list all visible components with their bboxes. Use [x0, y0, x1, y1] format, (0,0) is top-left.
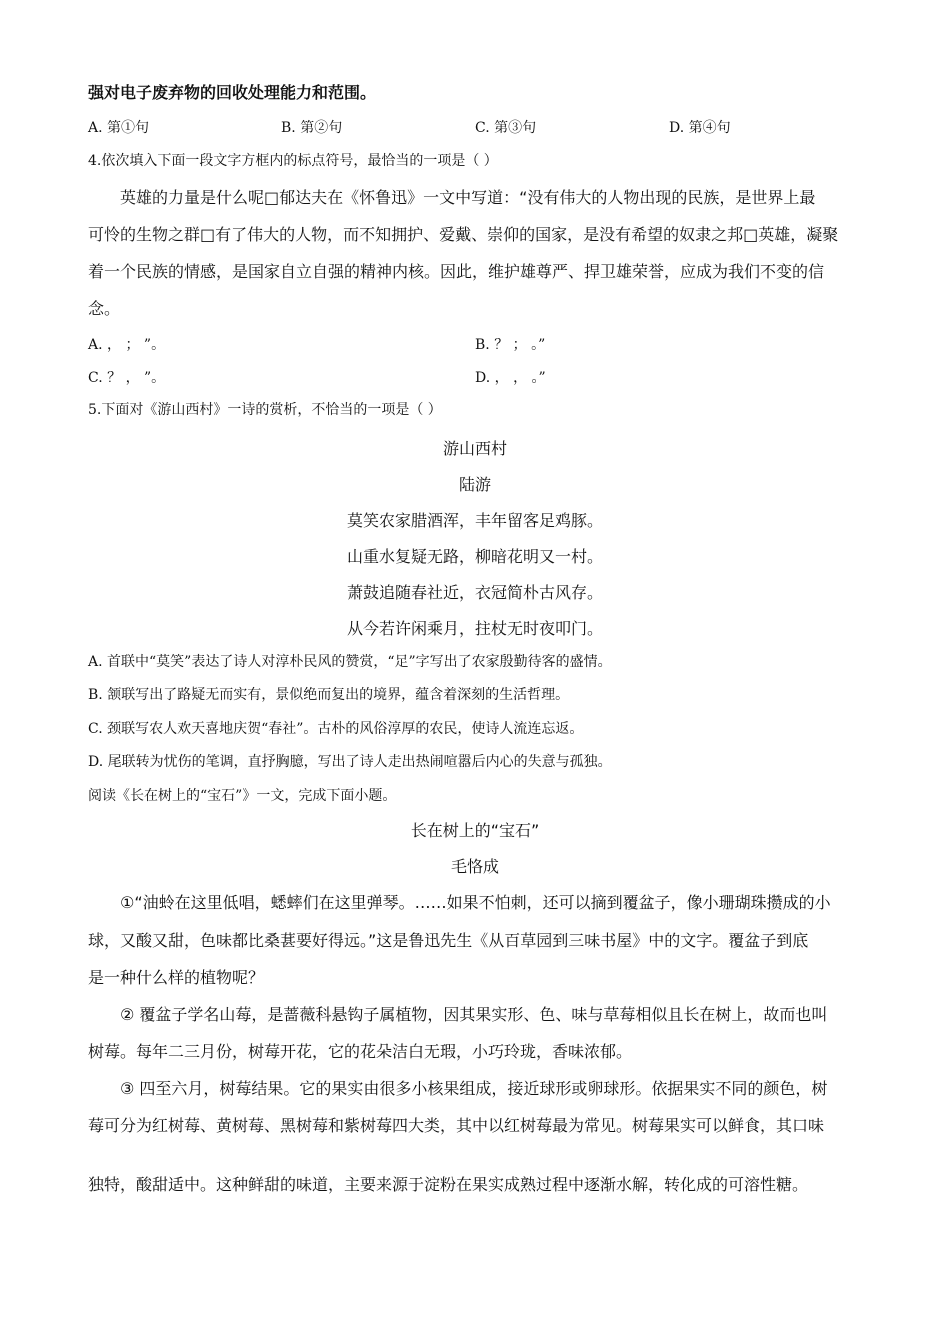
prev-option-d: D. 第④句 [669, 120, 731, 136]
q4-passage-line: 念。 [88, 299, 121, 318]
q5-option-a: A. 首联中“莫笑”表达了诗人对淳朴民风的赞赏，“足”字写出了农家殷勤待客的盛情。 [88, 654, 612, 670]
prev-question-tail: 强对电子废弃物的回收处理能力和范围。 [88, 83, 377, 102]
article-line: 莓可分为红树莓、黄树莓、黑树莓和紫树莓四大类，其中以红树莓最为常见。树莓果实可以鲜食，其口味 [88, 1116, 825, 1135]
article-line: ③ 四至六月，树莓结果。它的果实由很多小核果组成，接近球形或卵球形。依据果实不同的颜色，树 [120, 1079, 828, 1098]
poem-title: 游山西村 [442, 439, 507, 458]
q4-option-a: A. ， ； ”。 [88, 337, 166, 353]
article-author: 毛恪成 [450, 857, 499, 876]
q5-option-c: C. 颈联写农人欢天喜地庆贺“春社”。古朴的风俗淳厚的农民，使诗人流连忘返。 [88, 721, 584, 737]
q4-option-b: B. ？ ； 。” [475, 337, 546, 353]
prev-option-a: A. 第①句 [88, 120, 150, 136]
q4-passage-line: 英雄的力量是什么呢□郁达夫在《怀鲁迅》一文中写道：“没有伟大的人物出现的民族，是世界上最 [120, 188, 816, 207]
poem-line: 萧鼓追随春社近，衣冠简朴古风存。 [346, 583, 603, 602]
article-line: 独特，酸甜适中。这种鲜甜的味道，主要来源于淀粉在果实成熟过程中逐渐水解，转化成的可溶性糖。 [88, 1175, 809, 1194]
article-line: ①“油蛉在这里低唱，蟋蟀们在这里弹琴。……如果不怕刺，还可以摘到覆盆子，像小珊瑚珠攒成的小 [120, 893, 831, 912]
q4-stem: 4.依次填入下面一段文字方框内的标点符号，最恰当的一项是（ ） [88, 153, 498, 169]
article-line: 是一种什么样的植物呢？ [88, 968, 265, 987]
q4-passage-line: 可怜的生物之群□有了伟大的人物，而不知拥护、爱戴、崇仰的国家，是没有希望的奴隶之邦□英雄，凝聚 [88, 225, 839, 244]
poem-line: 莫笑农家腊酒浑，丰年留客足鸡豚。 [346, 511, 603, 530]
prev-option-c: C. 第③句 [475, 120, 537, 136]
poem-author: 陆游 [458, 475, 491, 494]
poem-line: 山重水复疑无路，柳暗花明又一村。 [346, 547, 603, 566]
prev-option-b: B. 第②句 [281, 120, 343, 136]
poem-line: 从今若许闲乘月，拄杖无时夜叩门。 [346, 619, 603, 638]
article-title: 长在树上的“宝石” [410, 821, 540, 840]
reading-intro: 阅读《长在树上的“宝石”》一文，完成下面小题。 [88, 788, 397, 804]
q5-option-b: B. 颔联写出了路疑无而实有，景似绝而复出的境界，蕴含着深刻的生活哲理。 [88, 687, 570, 703]
article-line: 球，又酸又甜，色味都比桑葚要好得远。”这是鲁迅先生《从百草园到三味书屋》中的文字。覆盆子到底 [88, 931, 809, 950]
q4-option-d: D. ， ， 。” [475, 370, 546, 386]
q5-stem: 5.下面对《游山西村》一诗的赏析，不恰当的一项是（ ） [88, 402, 442, 418]
q4-option-c: C. ？ ， ”。 [88, 370, 166, 386]
article-line: 树莓。每年二三月份，树莓开花，它的花朵洁白无瑕，小巧玲珑，香味浓郁。 [88, 1042, 633, 1061]
q5-option-d: D. 尾联转为忧伤的笔调，直抒胸臆，写出了诗人走出热闹喧嚣后内心的失意与孤独。 [88, 754, 612, 770]
q4-passage-line: 着一个民族的情感，是国家自立自强的精神内核。因此，维护雄尊严、捍卫雄荣誉，应成为我们不变的信 [88, 262, 825, 281]
article-line: ② 覆盆子学名山莓，是蔷薇科悬钩子属植物，因其果实形、色、味与草莓相似且长在树上，故而也叫 [120, 1005, 828, 1024]
